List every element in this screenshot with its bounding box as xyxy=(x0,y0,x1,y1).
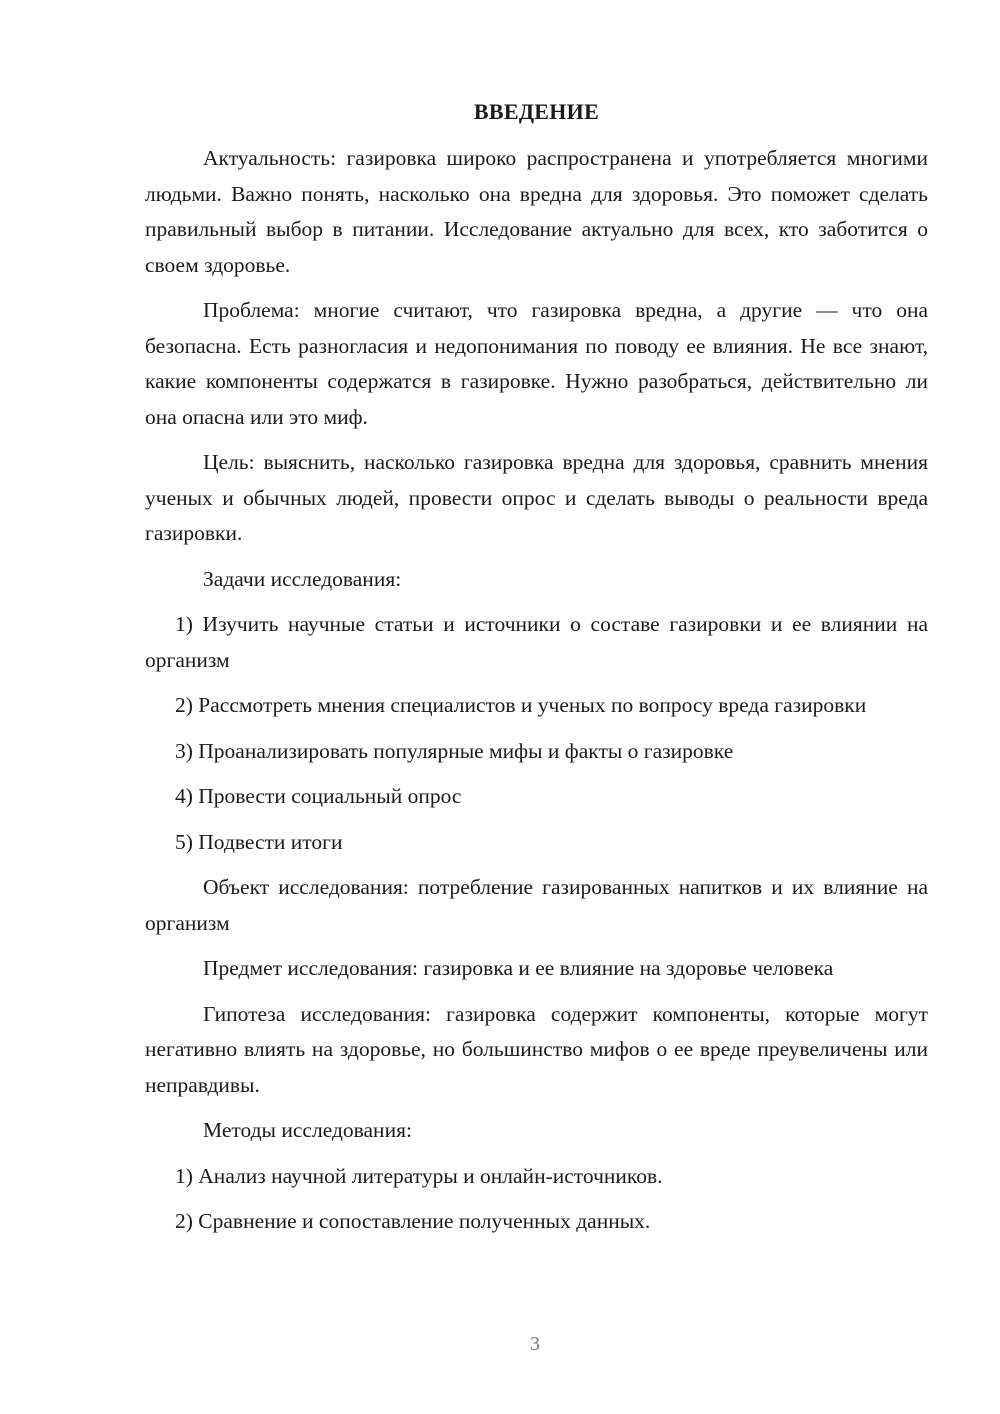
subject-paragraph: Предмет исследования: газировка и ее влияние на здоровье человека xyxy=(203,956,834,980)
hypothesis-paragraph: Гипотеза исследования: газировка содержит компоненты, которые могут негативно влиять на здоровье, но большинство мифов о ее вреде преувеличены или неправдивы. xyxy=(145,1001,928,1097)
method-item-2: 2) Сравнение и сопоставление полученных данных. xyxy=(175,1209,651,1233)
document-page xyxy=(145,94,928,1250)
task-item-2: 2) Рассмотреть мнения специалистов и ученых по вопросу вреда газировки xyxy=(175,693,867,717)
task-item-3: 3) Проанализировать популярные мифы и факты о газировке xyxy=(175,738,734,763)
methods-heading: Методы исследования: xyxy=(203,1118,412,1142)
relevance-paragraph: Актуальность: газировка широко распространена и употребляется многими людьми. Важно понять, насколько она вредна для здоровья. Это поможет сделать правильный выбор в питании. Исследование актуально для всех, кто заботится о своем здоровье. xyxy=(145,146,928,277)
task-item-5: 5) Подвести итоги xyxy=(175,829,343,854)
section-title: ВВЕДЕНИЕ xyxy=(473,99,600,124)
method-item-1: 1) Анализ научной литературы и онлайн-источников. xyxy=(175,1163,663,1188)
object-paragraph: Объект исследования: потребление газированных напитков и их влияние на организм xyxy=(145,875,928,935)
task-item-1: 1) Изучить научные статьи и источники о составе газировки и ее влиянии на организм xyxy=(145,612,928,672)
goal-paragraph: Цель: выяснить, насколько газировка вредна для здоровья, сравнить мнения ученых и обычных людей, провести опрос и сделать выводы о реальности вреда газировки. xyxy=(145,450,928,545)
page-number: 3 xyxy=(530,1333,540,1355)
tasks-heading: Задачи исследования: xyxy=(203,566,402,591)
task-item-4: 4) Провести социальный опрос xyxy=(175,784,462,808)
problem-paragraph: Проблема: многие считают, что газировка вредна, а другие — что она безопасна. Есть разногласия и недопонимания по поводу ее влияния. Не все знают, какие компоненты содержатся в газировке. Нужно разобраться, действительно ли она опасна или это миф. xyxy=(145,298,928,429)
